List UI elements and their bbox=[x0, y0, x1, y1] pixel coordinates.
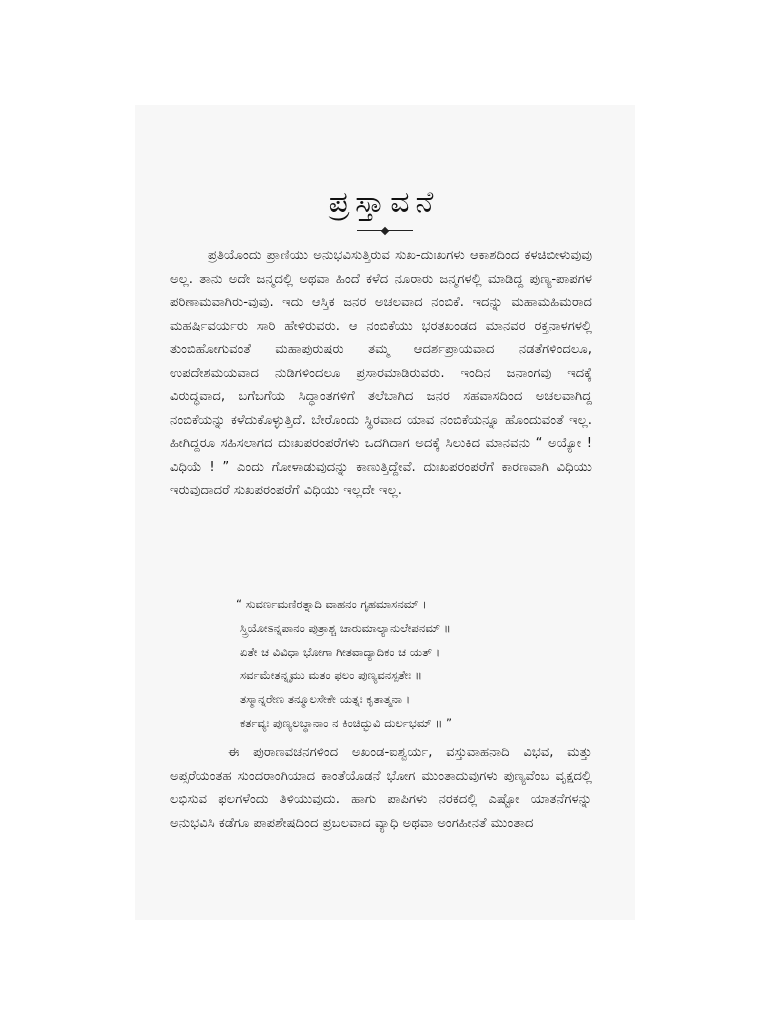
sanskrit-verse bbox=[236, 593, 566, 736]
verse-line: ಸ್ತ್ರಿಯೋಽನ್ನಪಾನಂ ಪುತ್ರಾಶ್ಚ ಚಾರುಮಾಲ್ಯಾನುಲೇಪನಮ್ ॥ bbox=[240, 620, 451, 635]
intro-paragraph: ಪ್ರತಿಯೊಂದು ಪ್ರಾಣಿಯು ಅನುಭವಿಸುತ್ತಿರುವ ಸುಖ-ದುಃಖಗಳು ಆಕಾಶದಿಂದ ಕಳಚಿಬೀಳುವುವು ಅಲ್ಲ. ತಾನು ಅದೇ ಜನ್ಮದಲ್ಲಿ ಅಥವಾ ಹಿಂದೆ ಕಳೆದ ನೂರಾರು ಜನ್ಮಗಳಲ್ಲಿ ಮಾಡಿದ್ದ ಪುಣ್ಯ-ಪಾಪಗಳ ಪರಿಣಾಮವಾಗಿರು-ವುವು. ಇದು ಆಸ್ತಿಕ ಜನರ ಅಚಲವಾದ ನಂಬಿಕೆ. ಇದನ್ನು ಮಹಾಮಹಿಮರಾದ ಮಹರ್ಷಿವರ್ಯರು ಸಾರಿ ಹೇಳಿರುವರು. ಆ ನಂಬಿಕೆಯು ಭರತಖಂಡದ ಮಾನವರ ರಕ್ತನಾಳಗಳಲ್ಲಿ ತುಂಬಿಹೋಗುವಂತೆ ಮಹಾಪುರುಷರು ತಮ್ಮ ಆದರ್ಶಪ್ರಾಯವಾದ ನಡತೆಗಳಿಂದಲೂ, ಉಪದೇಶಮಯವಾದ ನುಡಿಗಳಿಂದಲೂ ಪ್ರಸಾರಮಾಡಿರುವರು. ಇಂದಿನ ಜನಾಂಗವು ಇದಕ್ಕೆ ವಿರುದ್ಧವಾದ, ಬಗೆಬಗೆಯ ಸಿದ್ಧಾಂತಗಳಿಗೆ ತಲೆಬಾಗಿದ ಜನರ ಸಹವಾಸದಿಂದ ಅಚಲವಾಗಿದ್ದ ನಂಬಿಕೆಯನ್ನು ಕಳೆದುಕೊಳ್ಳುತ್ತಿದೆ. ಬೇರೊಂದು ಸ್ಥಿರವಾದ ಯಾವ ನಂಬಿಕೆಯನ್ನೂ ಹೊಂದುವಂತೆ ಇಲ್ಲ. ಹೀಗಿದ್ದರೂ ಸಹಿಸಲಾಗದ ದುಃಖಪರಂಪರೆಗಳು ಒದಗಿದಾಗ ಅದಕ್ಕೆ ಸಿಲುಕಿದ ಮಾನವನು “ ಅಯ್ಯೋ ! ವಿಧಿಯೆ ! ” ಎಂದು ಗೋಳಾಡುವುದನ್ನು ಕಾಣುತ್ತಿದ್ದೇವೆ. ದುಃಖಪರಂಪರೆಗೆ ಕಾರಣವಾಗಿ ವಿಧಿಯು ಇರುವುದಾದರೆ ಸುಖಪರಂಪರೆಗೆ ವಿಧಿಯು ಇಲ್ಲದೇ ಇಲ್ಲ. bbox=[170, 248, 592, 498]
verse-line: ತಸ್ಮಾನ್ನರೇಣ ತನ್ಮೂಲಸೇಕೇ ಯತ್ನಃ ಕೃತಾತ್ಮನಾ । bbox=[240, 692, 411, 707]
verse-line: ಕರ್ತವ್ಯಃ ಪುಣ್ಯಲಬ್ಧಾನಾಂ ನ ಕಿಂಚಿದ್ಭುವಿ ದುರ್ಲಭಮ್ ॥ ” bbox=[240, 715, 453, 730]
ornament-diamond bbox=[381, 227, 389, 235]
verse-line: ಸರ್ವಮೇತನ್ನೃಮು ಮತಂ ಫಲಂ ಪುಣ್ಯವನಸ್ಪತೇಃ ॥ bbox=[240, 668, 422, 683]
verse-line: “ ಸುವರ್ಣಮಣಿರತ್ನಾದಿ ವಾಹನಂ ಗೃಹಮಾಸನಮ್ । bbox=[236, 597, 427, 611]
verse-line: ಏತೇ ಚ ವಿವಿಧಾ ಭೋಗಾ ಗೀತವಾದ್ಯಾದಿಕಂ ಚ ಯತ್ । bbox=[240, 644, 441, 659]
page-title: ಪ್ರಸ್ತಾವನೆ bbox=[328, 185, 440, 220]
title-ornament bbox=[357, 228, 413, 234]
body-paragraph: ಈ ಪುರಾಣವಚನಗಳಿಂದ ಅಖಂಡ-ಐಶ್ವರ್ಯ, ವಸ್ತುವಾಹನಾದಿ ವಿಭವ, ಮತ್ತು ಅಪ್ಸರೆಯಂತಹ ಸುಂದರಾಂಗಿಯಾದ ಕಾಂತೆಯೊಡನೆ ಭೋಗ ಮುಂತಾದುವುಗಳು ಪುಣ್ಯವೆಂಬ ವೃಕ್ಷದಲ್ಲಿ ಲಭಿಸುವ ಫಲಗಳೆಂದು ತಿಳಿಯುವುದು. ಹಾಗು ಪಾಪಿಗಳು ನರಕದಲ್ಲಿ ಎಷ್ಟೋ ಯಾತನೆಗಳನ್ನು ಅನುಭವಿಸಿ ಕಡೆಗೂ ಪಾಪಶೇಷದಿಂದ ಪ್ರಬಲವಾದ ವ್ಯಾಧಿ ಅಥವಾ ಅಂಗಹೀನತೆ ಮುಂತಾದ bbox=[170, 745, 592, 831]
